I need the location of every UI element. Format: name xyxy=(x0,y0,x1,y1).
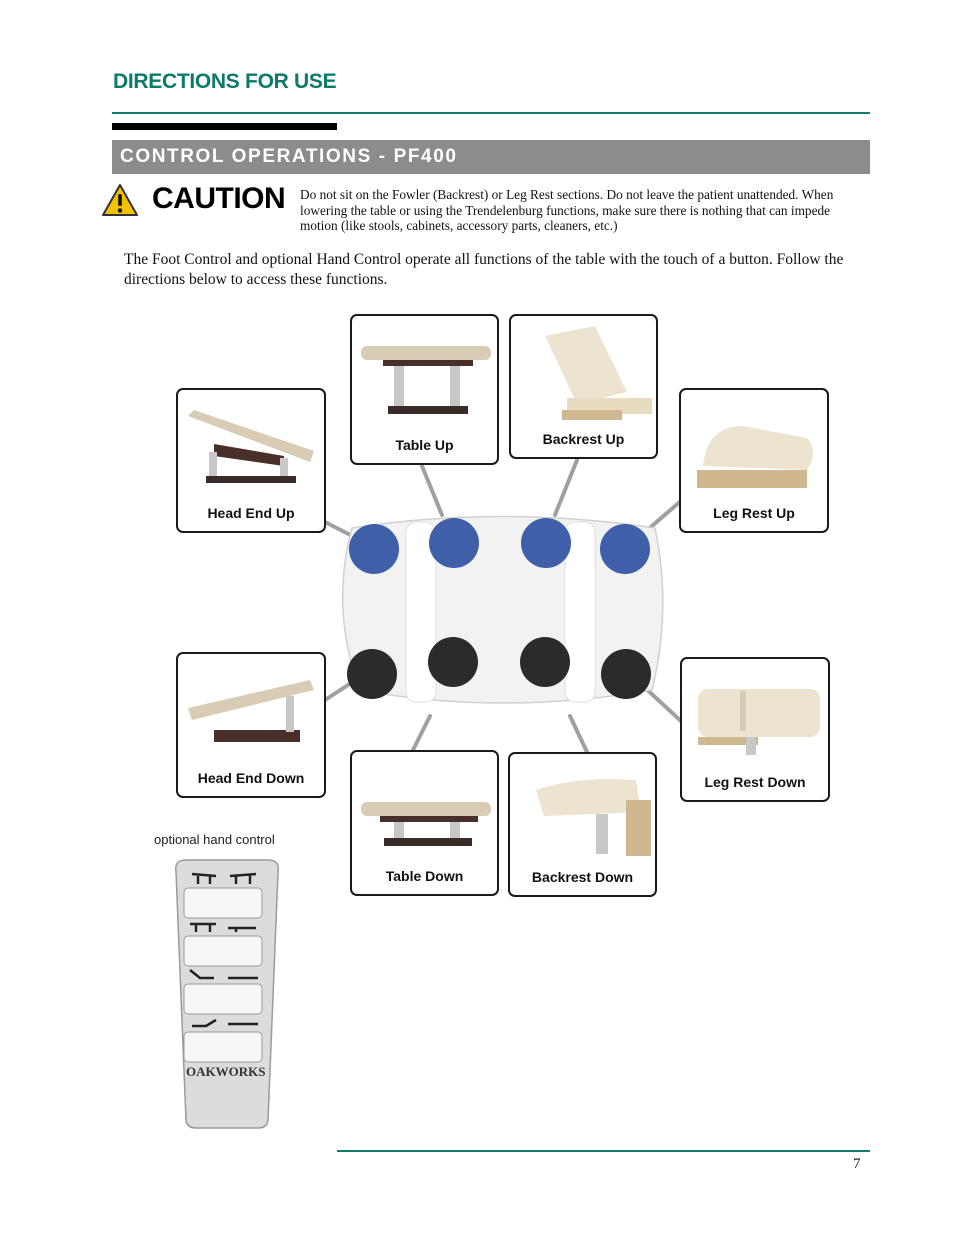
table-up-label: Table Up xyxy=(395,437,454,453)
head-end-up-image xyxy=(184,396,322,486)
backrest-down-card xyxy=(508,752,657,897)
footer-rule xyxy=(337,1150,870,1152)
caution-text: Do not sit on the Fowler (Backrest) or Leg Rest sections. Do not leave the patient unattended. When lowering the table or using the Trendelenburg functions, make sure there is nothing that can impede motion (like stools, cabinets, accessory parts, cleaners, etc.) xyxy=(300,187,834,233)
head-end-down-image xyxy=(184,660,322,760)
intro-paragraph: The Foot Control and optional Hand Control operate all functions of the table with the touch of a button. Follow the directions below to access these functions. xyxy=(124,251,844,288)
table-up-image xyxy=(358,322,495,422)
backrest-up-card xyxy=(509,314,658,459)
backrest-up-image xyxy=(517,322,654,422)
section-title: CONTROL OPERATIONS - PF400 xyxy=(120,146,458,167)
hand-control-caption: optional hand control xyxy=(154,832,275,847)
table-up-card xyxy=(350,314,499,465)
leg-rest-down-card xyxy=(680,657,830,802)
hand-control-image xyxy=(172,858,282,1130)
head-end-up-card xyxy=(176,388,326,533)
table-down-image xyxy=(358,758,495,858)
backrest-down-label: Backrest Down xyxy=(531,869,634,885)
section-heading: DIRECTIONS FOR USE xyxy=(113,70,337,93)
page-number: 7 xyxy=(853,1156,861,1172)
leg-rest-down-label: Leg Rest Down xyxy=(704,774,806,790)
head-end-down-card xyxy=(176,652,326,798)
leg-rest-up-label: Leg Rest Up xyxy=(713,505,795,521)
leg-rest-down-image xyxy=(688,665,826,755)
head-end-up-label: Head End Up xyxy=(207,505,295,521)
leg-rest-up-image xyxy=(687,396,825,496)
leg-rest-up-card xyxy=(679,388,829,533)
backrest-down-image xyxy=(516,760,653,860)
table-down-card xyxy=(350,750,499,896)
hand-control-brand: OAKWORKS xyxy=(186,1064,266,1079)
head-end-down-label: Head End Down xyxy=(197,770,305,786)
table-down-label: Table Down xyxy=(385,868,464,884)
caution-heading: CAUTION xyxy=(152,182,286,215)
backrest-up-label: Backrest Up xyxy=(542,431,625,447)
